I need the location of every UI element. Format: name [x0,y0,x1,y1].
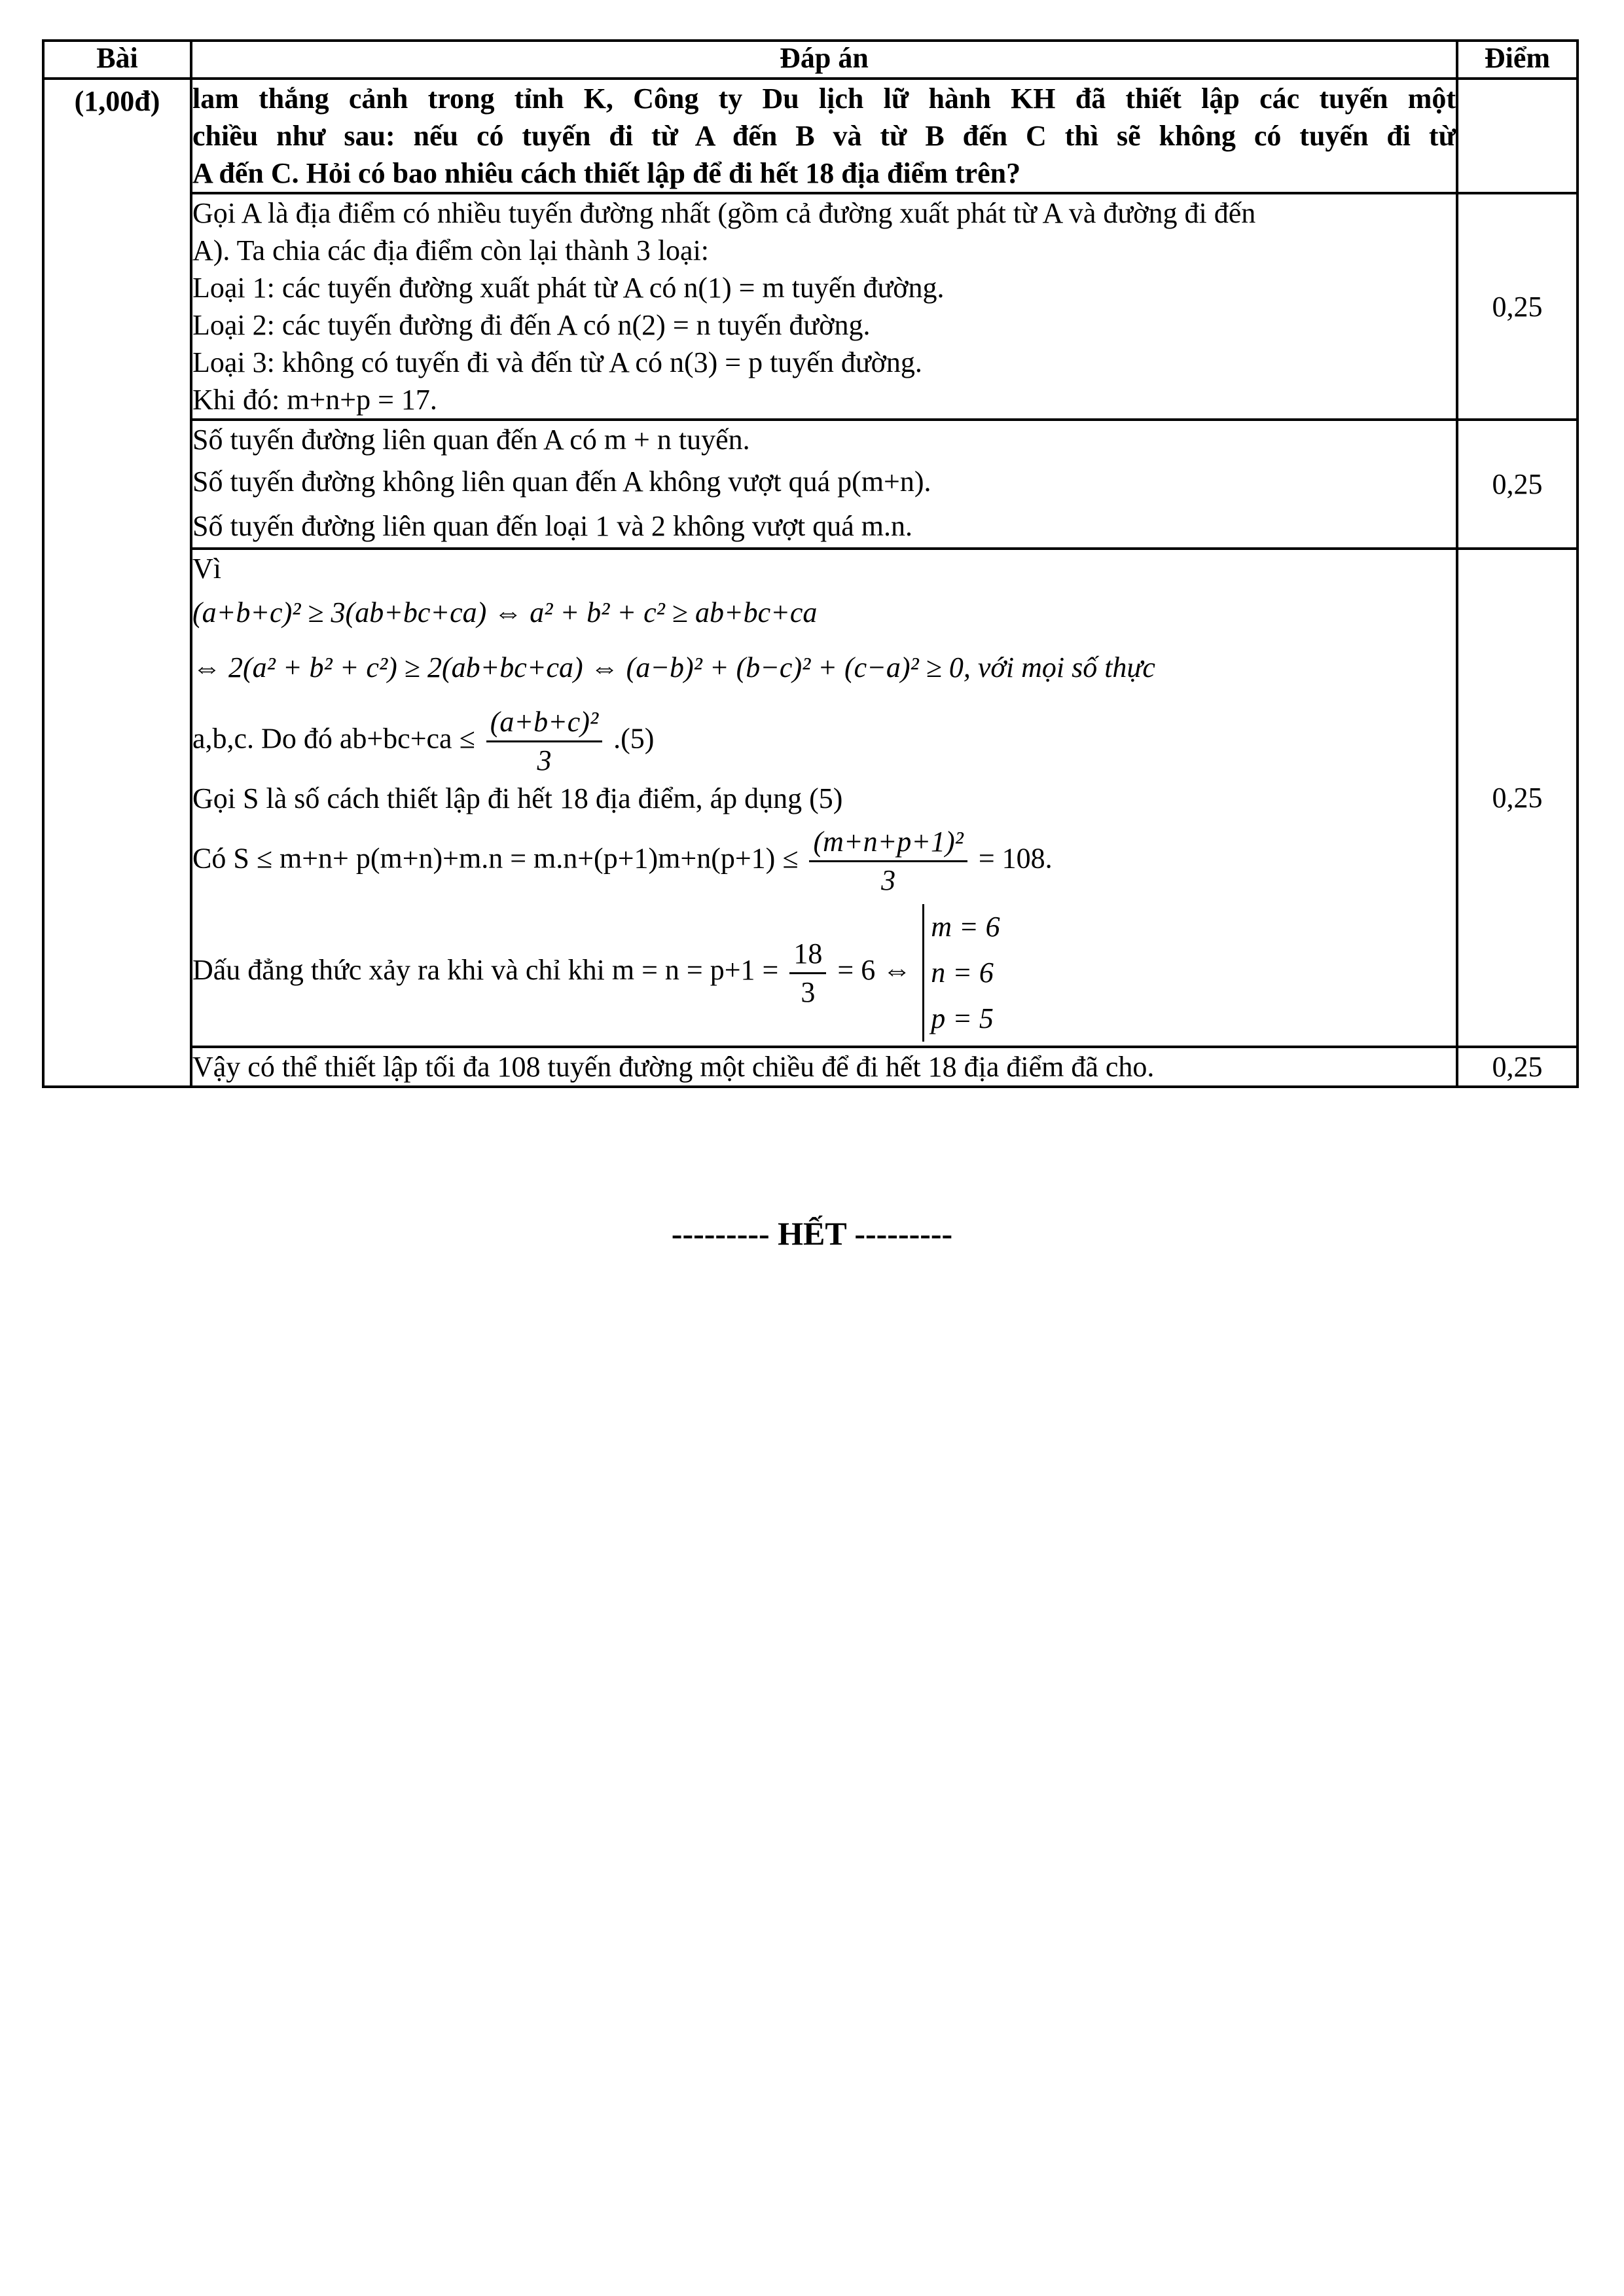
part1-text: Gọi A là địa điểm có nhiều tuyến đường nhất (gồm cả đường xuất phát từ A và đường đi đến A). Ta chia các địa điểm còn lại thành 3 loại: Loại 1: các tuyến đường xuất phát từ A có n(1) = m tuyến đường. Loại 2: các tuyến đường đi đến A có n(2) = n tuyến đường. Loại 3: không có tuyến đi và đến từ A có n(3) = p tuyến đường. Khi đó: m+n+p = 17. [191,193,1457,420]
bai-label: (1,00đ) [43,79,191,1087]
header-bai: Bài [43,41,191,79]
answer-table [42,39,1579,1088]
equation-system: m = 6 n = 6 p = 5 [922,904,1000,1042]
part4-score: 0,25 [1457,1047,1578,1087]
table-header-row [43,41,1578,79]
part2-text: Số tuyến đường liên quan đến A có m + n tuyến. Số tuyến đường không liên quan đến A không vượt quá p(m+n). Số tuyến đường liên quan đến loại 1 và 2 không vượt quá m.n. [191,420,1457,549]
part4-row [43,1047,1578,1087]
question-text: lam thắng cảnh trong tỉnh K, Công ty Du lịch lữ hành KH đã thiết lập các tuyến một chiều như sau: nếu có tuyến đi từ A đến B và từ B đến C thì sẽ không có tuyến đi từ A đến C. Hỏi có bao nhiêu cách thiết lập để đi hết 18 địa điểm trên? [191,79,1457,193]
part4-text: Vậy có thể thiết lập tối đa 108 tuyến đường một chiều để đi hết 18 địa điểm đã cho. [191,1047,1457,1087]
part1-score: 0,25 [1457,193,1578,420]
part1-row [43,193,1578,420]
part3-score: 0,25 [1457,549,1578,1047]
part2-score: 0,25 [1457,420,1578,549]
header-dap-an: Đáp án [191,41,1457,79]
end-marker: --------- HẾT --------- [671,1215,953,1252]
part3-row [43,549,1578,1047]
header-diem: Điểm [1457,41,1578,79]
part2-row [43,420,1578,549]
question-score [1457,79,1578,193]
part3-text: Vì (a+b+c)² ≥ 3(ab+bc+ca) ⇔ a² + b² + c² ≥ ab+bc+ca ⇔ 2(a² + b² + c²) ≥ 2(ab+bc+ca) ⇔ (a−b)² + (b−c)² + (c−a)² ≥ 0, với mọi số thực a,b,c. Do đó ab+bc+ca ≤ $\frac{\text{(a+b+c)²}}{3}$ .(5) Gọi S là số cách thiết lập đi hết 18 địa điểm, áp dụng (5) Có S ≤ m+n+ p(m+n)+m.n = m.n+(p+1)m+n(p+1) ≤ $\frac{\text{(m+n+p+1)²}}{3}$ = 108. Dấu đẳng thức xảy ra khi và chỉ khi m = n = p+1 = $\frac{18}{3}$ = 6 ⇔ m = 6 n = 6 p = 5 [191,549,1457,1047]
question-row [43,79,1578,193]
